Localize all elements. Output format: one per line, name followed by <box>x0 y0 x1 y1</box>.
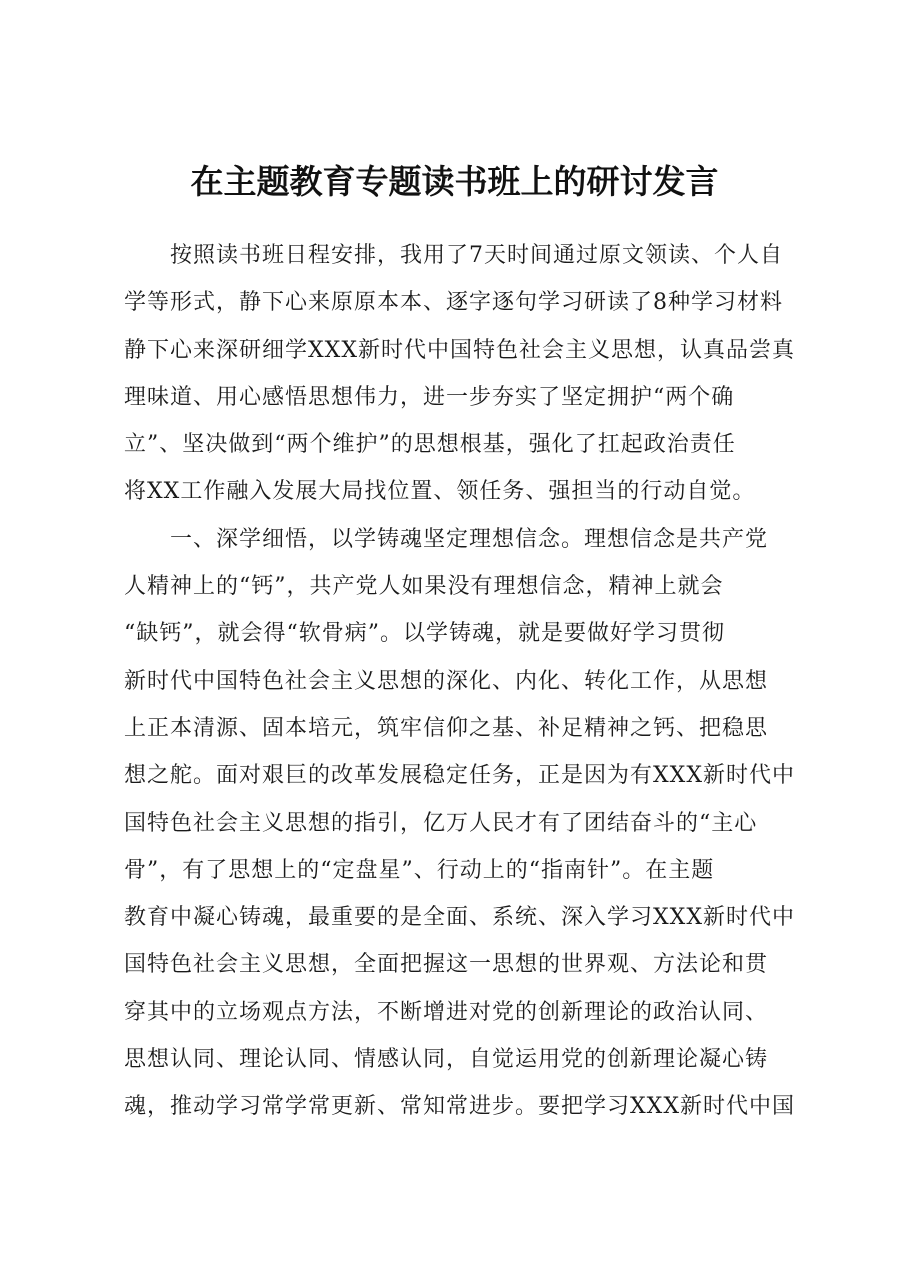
text-line: 穿其中的立场观点方法，不断增进对党的创新理论的政治认同、 <box>124 999 769 1025</box>
text-line: 学等形式，静下心来原原本本、逐字逐句学习研读了8种学习材料 <box>124 290 783 316</box>
text-line: 上正本清源、固本培元，筑牢信仰之基、补足精神之钙、把稳思 <box>124 715 769 741</box>
text-line: 人精神上的“钙”，共产党人如果没有理想信念，精神上就会 <box>124 574 724 600</box>
text-line: 魂，推动学习常学常更新、常知常进步。要把学习XXX新时代中国 <box>124 1094 795 1120</box>
text-line: 国特色社会主义思想，全面把握这一思想的世界观、方法论和贯 <box>124 952 769 978</box>
text-line: 理味道、用心感悟思想伟力，进一步夯实了坚定拥护“两个确 <box>124 384 735 410</box>
document-body <box>124 232 824 1131</box>
text-line: “缺钙”，就会得“软骨病”。以学铸魂，就是要做好学习贯彻 <box>124 621 725 647</box>
text-line: 骨”，有了思想上的“定盘星”、行动上的“指南针”。在主题 <box>124 857 715 883</box>
text-line: 静下心来深研细学XXX新时代中国特色社会主义思想，认真品尝真 <box>124 337 795 363</box>
text-line: 按照读书班日程安排，我用了7天时间通过原文领读、个人自 <box>124 243 783 268</box>
text-line: 教育中凝心铸魂，最重要的是全面、系统、深入学习XXX新时代中 <box>124 905 795 931</box>
text-line: 国特色社会主义思想的指引，亿万人民才有了团结奋斗的“主心 <box>124 810 758 836</box>
document-title: 在主题教育专题读书班上的研讨发言 <box>190 162 719 201</box>
text-line: 立”、坚决做到“两个维护”的思想根基，强化了扛起政治责任 <box>124 432 736 458</box>
text-line: 新时代中国特色社会主义思想的深化、内化、转化工作，从思想 <box>124 668 769 694</box>
text-line: 将XX工作融入发展大局找位置、领任务、强担当的行动自觉。 <box>124 479 756 505</box>
text-line: 思想认同、理论认同、情感认同，自觉运用党的创新理论凝心铸 <box>124 1047 769 1073</box>
text-line: 想之舵。面对艰巨的改革发展稳定任务，正是因为有XXX新时代中 <box>124 763 795 789</box>
text-line: 一、深学细悟，以学铸魂坚定理想信念。理想信念是共产党 <box>124 526 769 552</box>
